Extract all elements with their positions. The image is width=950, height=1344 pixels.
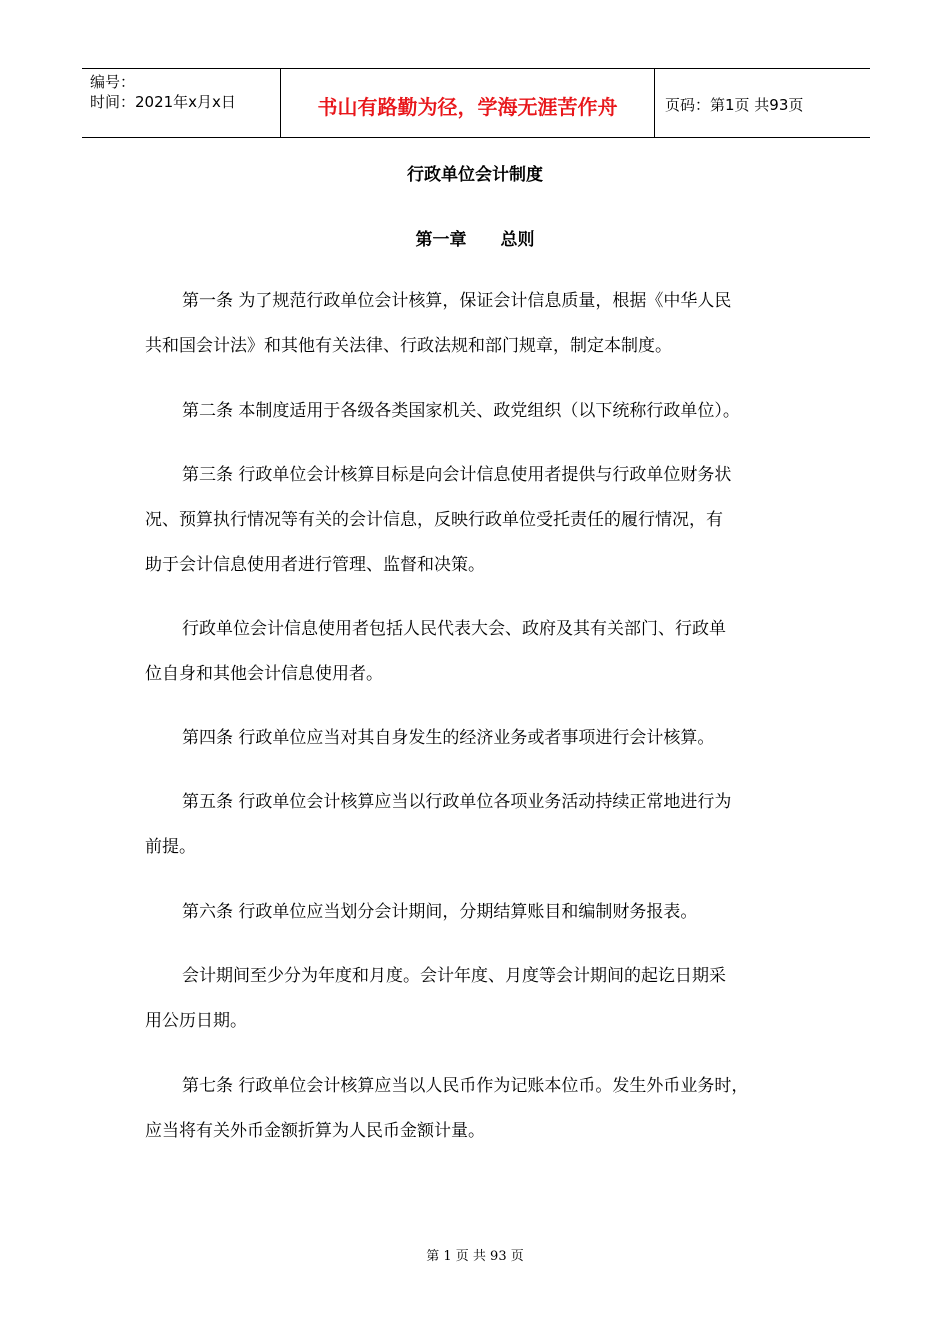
paragraph-accounting-period: [145, 954, 825, 1044]
header-motto-cell: [281, 69, 655, 137]
paragraph-line: 应当将有关外币金额折算为人民币金额计量。: [145, 1121, 485, 1141]
paragraph-line: 第五条 行政单位会计核算应当以行政单位各项业务活动持续正常地进行为: [182, 792, 732, 812]
paragraph-line: 前提。: [145, 837, 196, 857]
paragraph-line: 第四条 行政单位应当对其自身发生的经济业务或者事项进行会计核算。: [182, 728, 715, 748]
paragraph-article-3: [145, 453, 825, 588]
paragraph-article-4: [145, 716, 825, 761]
paragraph-article-1: [145, 279, 825, 369]
paragraph-line: 第一条 为了规范行政单位会计核算，保证会计信息质量，根据《中华人民: [182, 291, 732, 311]
paragraph-line: 第三条 行政单位会计核算目标是向会计信息使用者提供与行政单位财务状: [182, 465, 732, 485]
page-footer: 第 1 页 共 93 页: [426, 1249, 524, 1264]
paragraph-line: 用公历日期。: [145, 1011, 247, 1031]
header-meta-cell: [82, 69, 281, 137]
paragraph-line: 第二条 本制度适用于各级各类国家机关、政党组织（以下统称行政单位）。: [182, 401, 740, 421]
paragraph-info-users: [145, 607, 825, 697]
paragraph-line: 第六条 行政单位应当划分会计期间，分期结算账目和编制财务报表。: [182, 902, 698, 922]
document-header: [82, 68, 870, 138]
paragraph-line: 行政单位会计信息使用者包括人民代表大会、政府及其有关部门、行政单: [182, 619, 726, 639]
paragraph-article-2: [145, 389, 825, 434]
paragraph-article-5: [145, 780, 825, 870]
paragraph-article-7: [145, 1064, 825, 1154]
page-info: 页码：第1页 共93页: [665, 95, 804, 114]
chapter-heading: 第一章 总则: [415, 230, 535, 250]
paragraph-article-6: [145, 890, 825, 935]
number-label: 编号：: [90, 73, 136, 91]
paragraph-line: 况、预算执行情况等有关的会计信息，反映行政单位受托责任的履行情况，有: [145, 510, 723, 530]
motto-text: 书山有路勤为径，学海无涯苦作舟: [317, 94, 618, 119]
paragraph-line: 共和国会计法》和其他有关法律、行政法规和部门规章，制定本制度。: [145, 336, 672, 356]
paragraph-line: 会计期间至少分为年度和月度。会计年度、月度等会计期间的起讫日期采: [182, 966, 726, 986]
paragraph-line: 助于会计信息使用者进行管理、监督和决策。: [145, 555, 485, 575]
paragraph-line: 位自身和其他会计信息使用者。: [145, 664, 383, 684]
document-title: 行政单位会计制度: [407, 165, 543, 185]
time-label: 时间：2021年x月x日: [90, 93, 236, 111]
paragraph-line: 第七条 行政单位会计核算应当以人民币作为记账本位币。发生外币业务时，: [182, 1076, 749, 1096]
